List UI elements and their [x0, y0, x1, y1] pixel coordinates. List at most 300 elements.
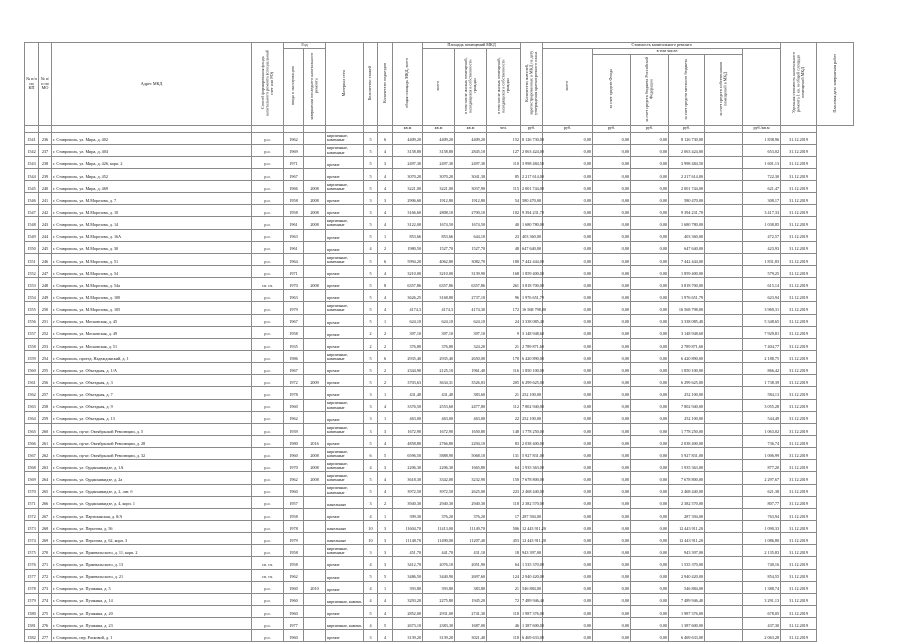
table-cell-spacer: [705, 460, 743, 472]
table-cell: 0,00: [631, 338, 669, 350]
table-cell: г. Ставрополь, ул. М.Морозова, д. 14: [52, 217, 252, 229]
table-cell: 3070,20: [423, 168, 455, 180]
table-cell: г. Ставрополь, ул. Орджоникидзе, д. 1А: [52, 460, 252, 472]
table-cell: г. Ставрополь, ул. Объездная, д. 3: [52, 375, 252, 387]
table-cell: 393,80: [393, 581, 423, 593]
table-cell: 3122,00: [393, 217, 423, 229]
table-cell: 31.12.2019: [781, 290, 817, 302]
table-cell: 5: [364, 253, 378, 265]
table-cell: 2 789 871,60: [521, 338, 543, 350]
table-cell: 252: [39, 326, 52, 338]
table-cell: 0,00: [631, 593, 669, 605]
table-cell: 3232,90: [455, 472, 487, 484]
table-cell: г. Ставрополь, ул. Пржевальского, д. 11, корп. 2: [52, 545, 252, 557]
table-cell: 4174,3: [423, 302, 455, 314]
table-cell: 250: [39, 302, 52, 314]
table-cell: г. Ставрополь, ул. Пржевальского, д. 13: [52, 557, 252, 569]
table-cell: 0,00: [631, 217, 669, 229]
table-cell: 12 443 911,20: [521, 533, 543, 545]
table-cell: [304, 545, 326, 557]
table-cell: 1567: [25, 448, 39, 460]
table-cell: 31.12.2019: [781, 278, 817, 290]
table-cell: 1 935 363,00: [669, 460, 705, 472]
table-cell: 1 831,83: [743, 253, 781, 265]
table-cell: 544,49: [743, 411, 781, 423]
table-cell: 0,00: [593, 436, 631, 448]
table-cell: 31.12.2019: [781, 181, 817, 193]
table-cell: р.о.: [252, 630, 284, 642]
table-cell: 2 940 420,00: [669, 569, 705, 581]
table-cell: 258: [39, 399, 52, 411]
table-cell: р.о.: [252, 545, 284, 557]
table-cell: 6357,86: [423, 278, 455, 290]
table-cell: 2 297,67: [743, 472, 781, 484]
table-cell: р.о.: [252, 375, 284, 387]
table-cell: 3 818 700,00: [669, 278, 705, 290]
table-cell: 1 838,96: [743, 132, 781, 144]
table-cell: 2553,60: [423, 399, 455, 411]
table-cell: 0,00: [631, 581, 669, 593]
table-cell: [304, 338, 326, 350]
table-cell: 115: [487, 181, 521, 193]
header-wall-material: Материал стен: [326, 43, 364, 126]
table-cell: [304, 168, 326, 180]
table-cell: 7 442 444,00: [521, 253, 543, 265]
table-cell: г. Ставрополь, ул. Пушкина, д. 5: [52, 581, 252, 593]
table-cell: 1 778 250,00: [521, 423, 543, 435]
table-cell: 9 394 231,70: [669, 205, 705, 217]
table-cell: 31.12.2019: [781, 630, 817, 642]
table-cell: 0,00: [631, 229, 669, 241]
table-cell: р.о.: [252, 314, 284, 326]
table-cell: 866,42: [743, 363, 781, 375]
table-row: [25, 593, 854, 605]
table-cell: 31.12.2019: [781, 302, 817, 314]
table-cell: прочие: [326, 557, 364, 569]
table-cell: 1557: [25, 326, 39, 338]
table-cell: 1 850 100,00: [521, 363, 543, 375]
table-row: [25, 484, 854, 496]
table-cell: г. Ставрополь, ул. Партизанская, д. 8/А: [52, 508, 252, 520]
table-cell: 8 126 730,00: [669, 132, 705, 144]
table-cell: г. Ставрополь, ул. Мира, д. 452: [52, 168, 252, 180]
table-cell: 1960: [284, 630, 304, 642]
table-cell: 1977: [284, 618, 304, 630]
table-cell: 2497,30: [393, 156, 423, 168]
table-cell: 431,10: [455, 545, 487, 557]
table-cell: 4: [378, 399, 393, 411]
table-cell: 2 468 440,00: [669, 484, 705, 496]
table-cell: прочие: [326, 193, 364, 205]
table-cell: 0,00: [543, 387, 593, 399]
table-cell: 853,66: [393, 229, 423, 241]
table-cell: 31.12.2019: [781, 436, 817, 448]
table-cell: 240: [39, 181, 52, 193]
table-cell: 5994,20: [393, 253, 423, 265]
table-cell: 763,94: [743, 508, 781, 520]
table-cell: 1978: [284, 387, 304, 399]
table-cell: 0,00: [631, 193, 669, 205]
table-row: [25, 241, 854, 253]
header-mo-num: № п/п по МО: [39, 43, 52, 126]
table-cell: 5: [364, 569, 378, 581]
table-cell: 2 038 400,00: [521, 436, 543, 448]
table-cell: г. Ставрополь, ул. М.Морозова, д. 105: [52, 302, 252, 314]
table-cell: 4: [378, 266, 393, 278]
table-cell: 2 188,75: [743, 351, 781, 363]
table-cell: 451,70: [393, 545, 423, 557]
table-cell: 118: [487, 630, 521, 642]
table-cell: 2294,10: [455, 436, 487, 448]
table-cell-spacer: [705, 326, 743, 338]
table-cell: 0,00: [631, 132, 669, 144]
table-cell: 31.12.2019: [781, 460, 817, 472]
table-cell: 1 388,74: [743, 581, 781, 593]
table-cell: 1961,40: [455, 363, 487, 375]
table-cell: сп. сч.: [252, 557, 284, 569]
table-cell: 4: [364, 593, 378, 605]
table-cell: 3139,90: [455, 266, 487, 278]
table-cell: 1 859 400,00: [521, 266, 543, 278]
header-area-residential: в том числе жилых помещений, находящихся в собственности граждан: [455, 49, 487, 126]
table-cell: 1577: [25, 569, 39, 581]
table-cell: 0,00: [593, 205, 631, 217]
table-cell: 623,94: [743, 290, 781, 302]
table-cell: 46: [487, 618, 521, 630]
table-cell: 0,00: [631, 253, 669, 265]
table-cell: г. Ставрополь, ул. М.Морозова, д. 16А: [52, 229, 252, 241]
table-cell-spacer: [705, 290, 743, 302]
table-cell: 31.12.2019: [781, 217, 817, 229]
table-cell: прочие: [326, 266, 364, 278]
table-cell: 1 987 376,00: [521, 605, 543, 617]
table-cell: 0,00: [543, 460, 593, 472]
table-cell: [304, 593, 326, 605]
table-row: [25, 168, 854, 180]
table-cell: 1 535 370,00: [669, 557, 705, 569]
table-cell: 0,00: [543, 217, 593, 229]
table-cell: 31.12.2019: [781, 253, 817, 265]
table-cell: р.о.: [252, 533, 284, 545]
unit-cell: кв.м: [423, 125, 455, 132]
table-cell: 1963: [284, 229, 304, 241]
table-cell: 31.12.2019: [781, 533, 817, 545]
table-cell: 376,80: [393, 338, 423, 350]
table-cell: [304, 484, 326, 496]
table-cell: 1 935 363,00: [521, 460, 543, 472]
table-cell: 3210,00: [393, 266, 423, 278]
table-cell: 3139,20: [423, 630, 455, 642]
table-cell: 3: [378, 545, 393, 557]
table-cell: 7 489 946,40: [669, 593, 705, 605]
table-cell: р.о.: [252, 290, 284, 302]
table-cell: [304, 241, 326, 253]
header-residents: Количество жителей, зарегистрированных в МКД на дату утверждения краткосрочного плана: [521, 43, 543, 126]
table-cell: 31.12.2019: [781, 387, 817, 399]
table-cell: р.о.: [252, 326, 284, 338]
table-cell: г. Ставрополь, пр-кт. Октябрьской Революции, д. 32: [52, 448, 252, 460]
table-row: [25, 375, 854, 387]
table-cell: 1912,80: [423, 193, 455, 205]
capital-repair-table: [24, 42, 854, 642]
unit-cell: чел.: [487, 125, 521, 132]
table-cell: 2 468 440,00: [521, 484, 543, 496]
table-cell: 1672,90: [393, 423, 423, 435]
table-cell: 0,00: [631, 266, 669, 278]
table-cell: г. Ставрополь, ул. Мира, д. 469: [52, 181, 252, 193]
table-cell: 31.12.2019: [781, 618, 817, 630]
table-cell: 1563: [25, 399, 39, 411]
table-cell: 423,93: [743, 241, 781, 253]
table-cell: 127: [487, 144, 521, 156]
table-cell: 31.12.2019: [781, 399, 817, 411]
table-cell: [304, 618, 326, 630]
table-cell: 118: [487, 605, 521, 617]
table-cell: 0,00: [593, 533, 631, 545]
table-cell: 4062,80: [423, 253, 455, 265]
table-cell: 0,00: [593, 630, 631, 642]
table-cell: 2010: [304, 581, 326, 593]
table-cell: 0,00: [593, 351, 631, 363]
table-cell: 31.12.2019: [781, 448, 817, 460]
header-cost-federal: за счет средств бюджета Российской Федерации: [631, 55, 669, 126]
table-row: [25, 533, 854, 545]
table-cell: 252 100,00: [669, 411, 705, 423]
table-cell: 4858,80: [393, 436, 423, 448]
table-cell: 0,00: [543, 618, 593, 630]
table-cell: 0,00: [593, 290, 631, 302]
table-cell: [304, 290, 326, 302]
table-cell: 1960: [284, 399, 304, 411]
units-row: [25, 125, 854, 132]
table-cell: 249: [39, 290, 52, 302]
table-cell: 1958: [284, 205, 304, 217]
table-cell-spacer: [705, 278, 743, 290]
table-cell: 4: [364, 508, 378, 520]
table-cell: 2125,10: [423, 363, 455, 375]
table-cell: 1674,50: [423, 217, 455, 229]
table-cell: [304, 508, 326, 520]
table-cell: 1986: [284, 351, 304, 363]
table-row: [25, 581, 854, 593]
table-cell: 112: [487, 399, 521, 411]
table-cell: 251: [39, 314, 52, 326]
table-cell: 5: [364, 132, 378, 144]
table-cell: 31.12.2019: [781, 144, 817, 156]
table-cell: г. Ставрополь, ул. М.Морозова, д. 100: [52, 290, 252, 302]
table-cell: прочие: [326, 205, 364, 217]
table-cell: 1564: [25, 411, 39, 423]
table-cell: кирпичные, камень: [326, 618, 364, 630]
table-cell: прочие: [326, 168, 364, 180]
table-cell-spacer: [705, 448, 743, 460]
table-cell: 0,00: [543, 557, 593, 569]
table-cell: 31.12.2019: [781, 472, 817, 484]
table-cell: 5: [364, 605, 378, 617]
table-cell: р.о.: [252, 581, 284, 593]
table-cell: 5: [378, 448, 393, 460]
table-cell: 546 884,00: [521, 581, 543, 593]
table-cell: 4: [378, 168, 393, 180]
table-cell: 0,00: [543, 253, 593, 265]
table-cell: 72: [487, 593, 521, 605]
table-cell: 0,00: [593, 168, 631, 180]
table-cell: [304, 229, 326, 241]
table-cell: 11207,40: [455, 533, 487, 545]
table-cell: 9 394 231,70: [521, 205, 543, 217]
table-cell: 0,00: [593, 229, 631, 241]
table-cell: 0,00: [631, 448, 669, 460]
table-cell: 0,00: [593, 363, 631, 375]
table-cell: 255: [39, 363, 52, 375]
table-cell: панельные: [326, 521, 364, 533]
table-cell: 1 535 370,00: [521, 557, 543, 569]
table-cell: 6357,86: [455, 278, 487, 290]
table-cell: прочие: [326, 363, 364, 375]
table-cell: 261: [487, 278, 521, 290]
table-cell: 4: [378, 472, 393, 484]
table-cell: 0,00: [631, 423, 669, 435]
table-cell: 1972: [284, 375, 304, 387]
table-cell: р.о.: [252, 399, 284, 411]
table-row: [25, 266, 854, 278]
table-cell: р.о.: [252, 266, 284, 278]
table-cell: 3082,70: [455, 253, 487, 265]
table-cell: 23: [487, 229, 521, 241]
table-cell: 5: [364, 302, 378, 314]
table-cell: 31.12.2019: [781, 132, 817, 144]
table-cell: 241: [39, 193, 52, 205]
table-cell: 397,10: [423, 326, 455, 338]
table-cell: г. Ставрополь, ул. Орджоникидзе, д. 2а: [52, 472, 252, 484]
table-cell: прочие: [326, 387, 364, 399]
table-cell: 0,00: [631, 326, 669, 338]
table-cell: 31.12.2019: [781, 168, 817, 180]
table-cell: 54: [487, 193, 521, 205]
table-cell: [304, 423, 326, 435]
table-cell: 5: [378, 618, 393, 630]
table-cell: 265: [39, 484, 52, 496]
table-cell: 275: [39, 605, 52, 617]
table-cell: 1979: [284, 533, 304, 545]
table-cell: 403 360,00: [669, 229, 705, 241]
table-cell: 2497,30: [455, 156, 487, 168]
table-cell: 5: [364, 168, 378, 180]
table-cell: 6: [378, 132, 393, 144]
table-cell: 1 976 651,79: [521, 290, 543, 302]
table-cell: г. Ставрополь, ул. Объездная, д. 9: [52, 399, 252, 411]
table-cell: 0,00: [593, 569, 631, 581]
table-cell: 0,00: [631, 144, 669, 156]
table-cell: [304, 132, 326, 144]
table-cell: 3221,00: [393, 181, 423, 193]
table-cell-spacer: [705, 472, 743, 484]
table-cell: 1687,00: [455, 618, 487, 630]
table-cell: 287 394,00: [521, 508, 543, 520]
table-cell: 1548: [25, 217, 39, 229]
table-cell: 1 738,39: [743, 375, 781, 387]
table-cell: кирпичные, каменные: [326, 448, 364, 460]
table-cell: 437,30: [743, 618, 781, 630]
table-cell: 2737,10: [455, 290, 487, 302]
header-floors: Количество этажей: [364, 43, 378, 126]
table-cell: прочие: [326, 375, 364, 387]
table-cell: 5: [364, 375, 378, 387]
table-cell: 644,10: [455, 229, 487, 241]
table-cell: 10: [364, 533, 378, 545]
table-cell: 6: [364, 448, 378, 460]
table-cell: 1575: [25, 545, 39, 557]
table-row: [25, 460, 854, 472]
table-cell: 0,00: [593, 448, 631, 460]
table-cell: 3342,00: [423, 472, 455, 484]
table-cell: 4: [378, 605, 393, 617]
table-cell: 463,00: [455, 411, 487, 423]
table-cell: 7 802 940,00: [521, 399, 543, 411]
table-cell: 261: [39, 436, 52, 448]
table-cell: 287 394,00: [669, 508, 705, 520]
table-row: [25, 472, 854, 484]
table-cell: 722,30: [743, 168, 781, 180]
table-cell: 7 489 946,40: [521, 593, 543, 605]
table-cell: 266: [39, 496, 52, 508]
table-cell: 4: [378, 484, 393, 496]
table-cell: 31.12.2019: [781, 581, 817, 593]
table-cell: 0,00: [631, 484, 669, 496]
table-cell: 0,00: [543, 411, 593, 423]
table-cell: 0,00: [593, 181, 631, 193]
table-cell: 31.12.2019: [781, 363, 817, 375]
table-cell: 0,00: [631, 156, 669, 168]
table-cell: 21: [487, 581, 521, 593]
table-cell: 1555: [25, 302, 39, 314]
table-cell: 0,00: [631, 569, 669, 581]
table-cell: р.о.: [252, 144, 284, 156]
table-row: [25, 387, 854, 399]
table-cell: 2: [364, 326, 378, 338]
table-cell: 1945,20: [455, 593, 487, 605]
table-cell: 6 420 890,00: [669, 351, 705, 363]
table-row: [25, 205, 854, 217]
table-cell-spacer: [705, 593, 743, 605]
table-cell: 5: [364, 363, 378, 375]
header-fund-method: Способ формирования фонда капитального ремонта (специальный счет или РО): [252, 43, 284, 126]
table-cell: 1967: [284, 363, 304, 375]
table-cell: 5 927 831,00: [669, 448, 705, 460]
table-cell: 2: [378, 496, 393, 508]
table-row: [25, 423, 854, 435]
table-cell: 0,00: [631, 168, 669, 180]
table-cell: 64: [487, 460, 521, 472]
table-cell: 1565: [25, 423, 39, 435]
table-cell: 4: [364, 581, 378, 593]
table-cell: 1 976 651,79: [669, 290, 705, 302]
table-cell: прочие: [326, 581, 364, 593]
table-cell: 647 640,00: [521, 241, 543, 253]
table-cell: 0,00: [631, 472, 669, 484]
table-cell: 3972,50: [423, 484, 455, 496]
table-cell-spacer: [705, 302, 743, 314]
table-cell: р.о.: [252, 618, 284, 630]
table-cell-spacer: [705, 253, 743, 265]
table-cell: 3210,00: [423, 266, 455, 278]
table-cell: 0,00: [631, 302, 669, 314]
table-cell: 0,00: [543, 181, 593, 193]
table-cell: сп. сч.: [252, 278, 284, 290]
table-cell: 31.12.2019: [781, 326, 817, 338]
table-cell: 399,30: [393, 508, 423, 520]
table-cell: 0,00: [543, 436, 593, 448]
